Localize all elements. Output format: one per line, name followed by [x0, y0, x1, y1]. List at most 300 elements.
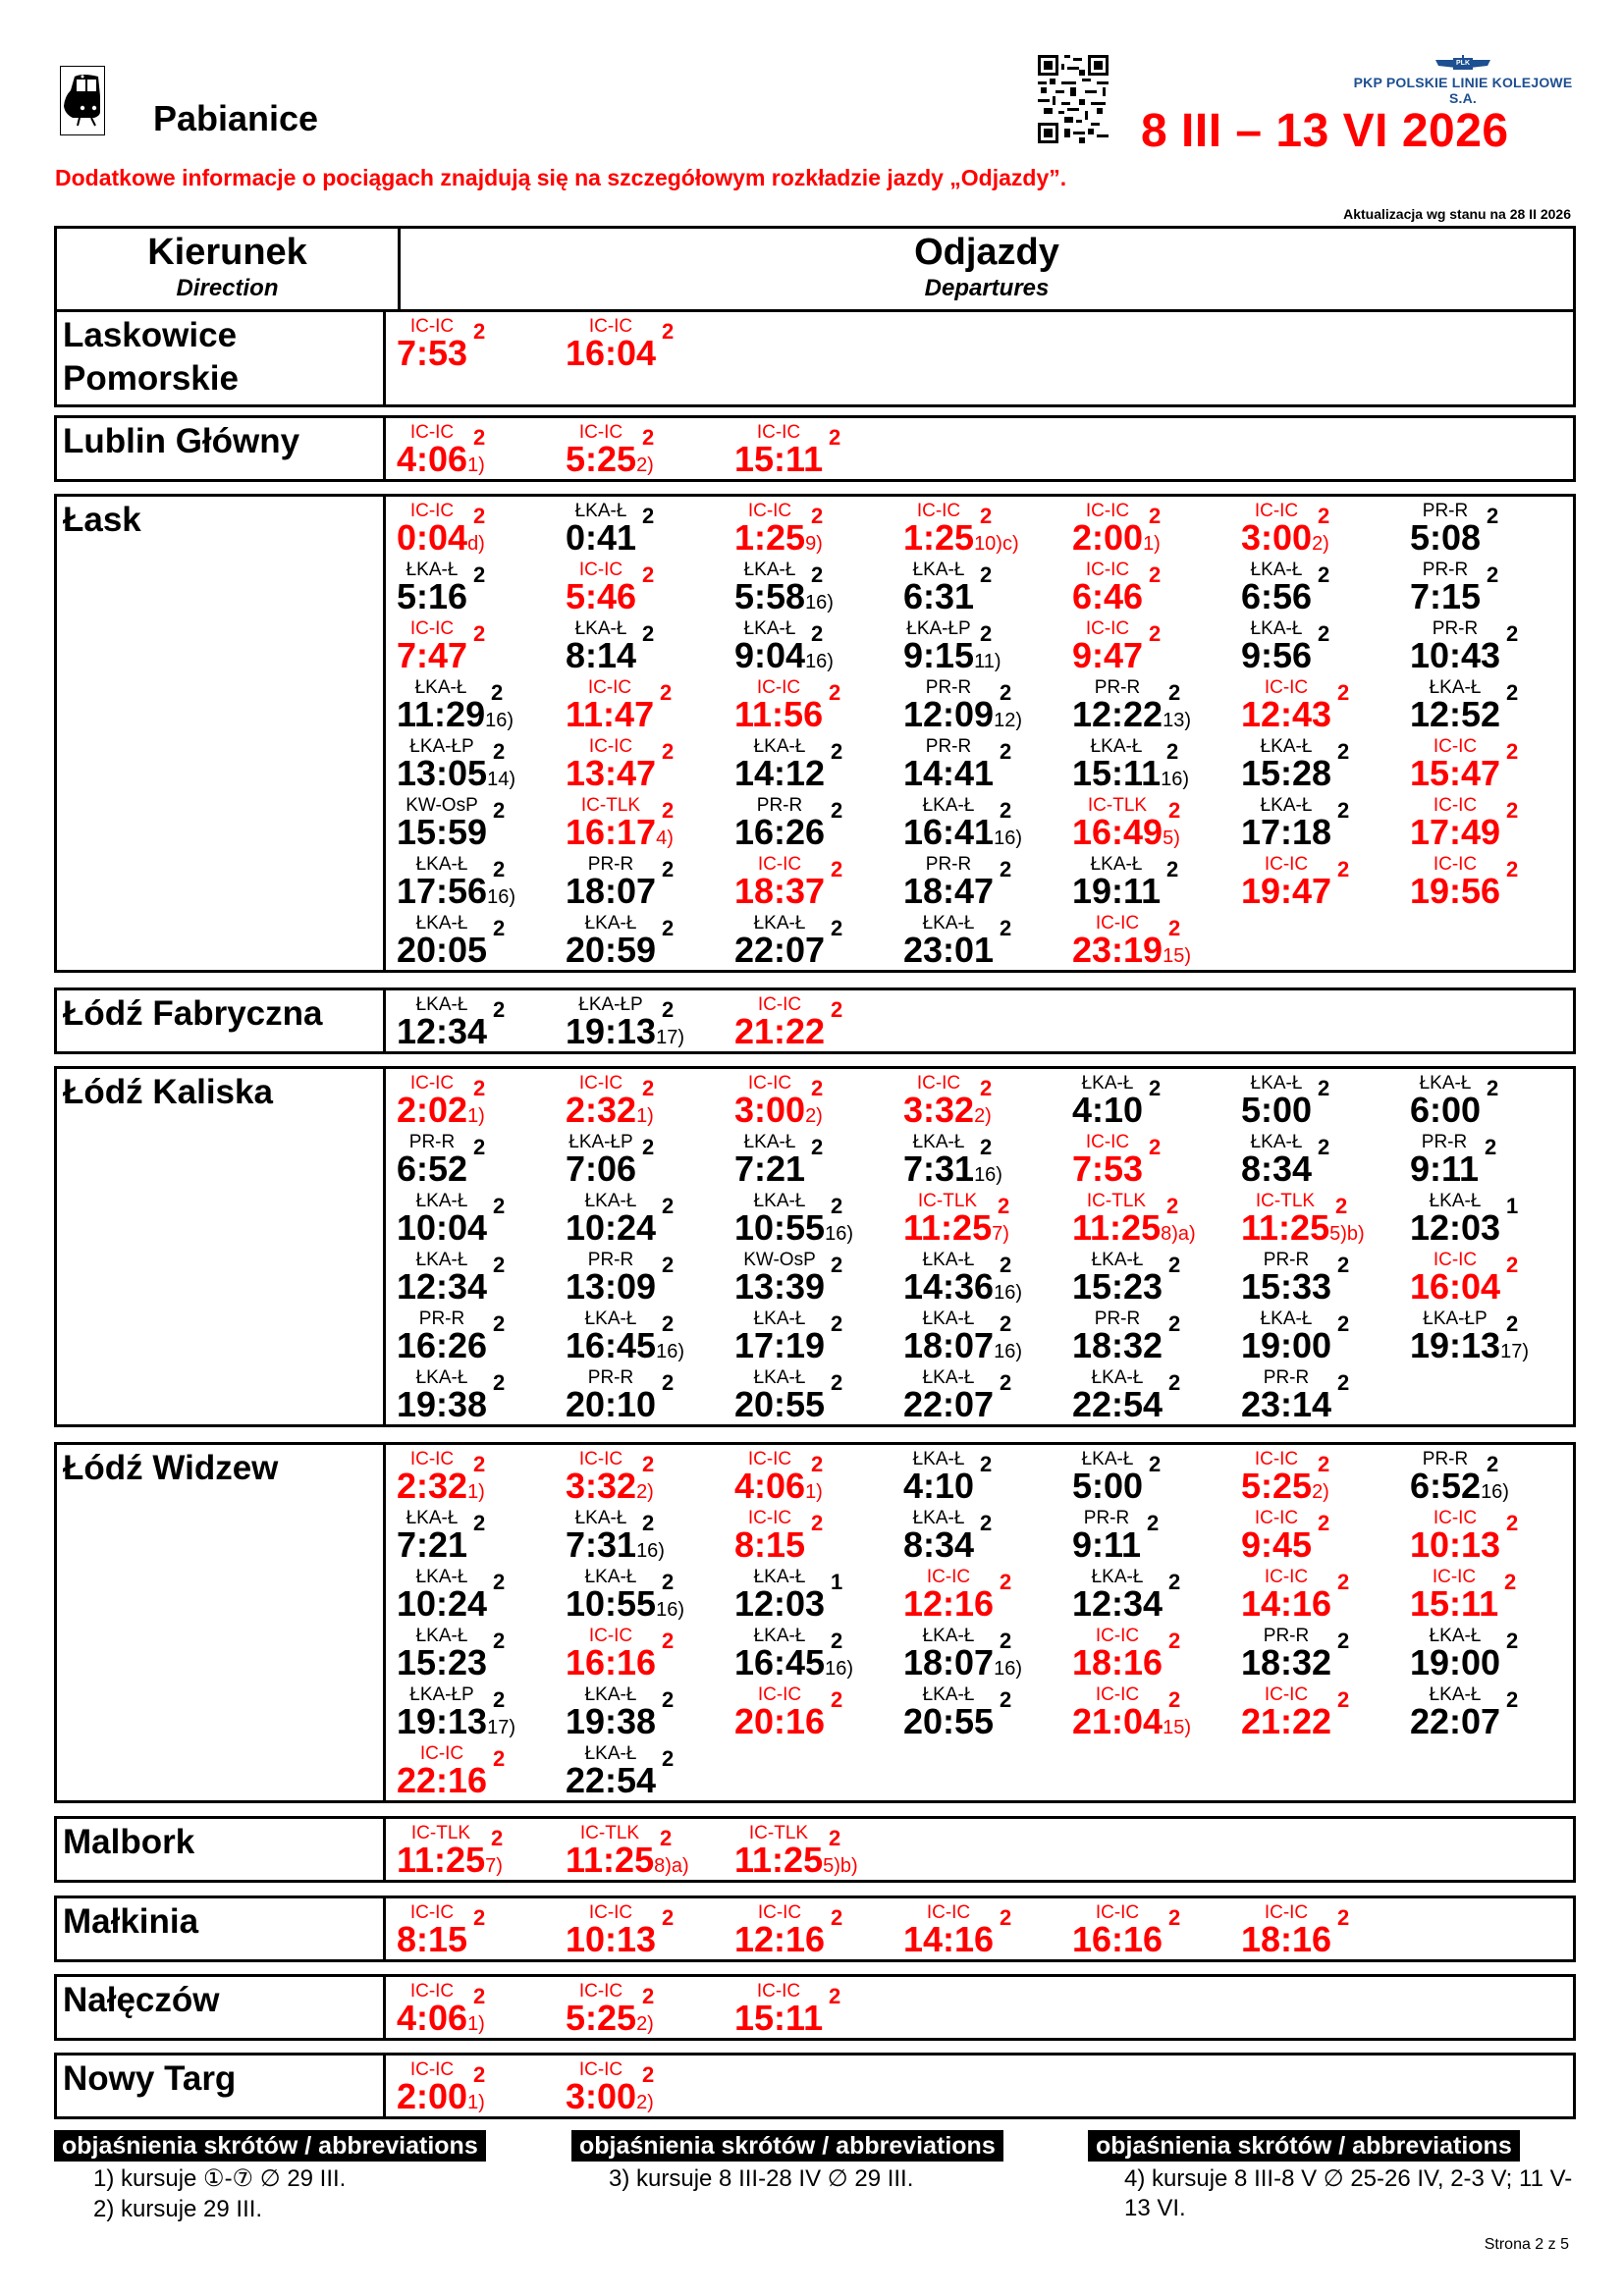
travel-class: 2 [493, 1687, 506, 1712]
departure-time: 18:47 [903, 871, 995, 911]
departure[interactable] [391, 421, 560, 480]
travel-class: 2 [1149, 504, 1162, 528]
departure[interactable] [729, 1131, 897, 1190]
departure[interactable] [1404, 1190, 1573, 1249]
departure[interactable] [1066, 500, 1235, 559]
train-category: ŁKA-Ł [1250, 1132, 1303, 1152]
train-category: ŁKA-Ł [1250, 618, 1303, 639]
departure-time-wrap [397, 519, 485, 557]
train-category: KW-OsP [406, 795, 478, 816]
travel-class: 2 [1168, 1253, 1181, 1277]
departure-time-wrap [1072, 873, 1161, 910]
departure-time-wrap [734, 1526, 805, 1564]
departure-time: 4:06 [734, 1466, 806, 1506]
departure[interactable] [897, 617, 1066, 676]
train-category: PR-R [925, 736, 972, 757]
departure[interactable] [1235, 1566, 1404, 1625]
departure-time: 7:53 [397, 333, 468, 373]
travel-class: 2 [662, 997, 675, 1022]
departure-time-wrap [397, 814, 487, 851]
departure[interactable] [1235, 1683, 1404, 1742]
departure-time: 16:16 [1072, 1919, 1163, 1959]
travel-class: 2 [1337, 1311, 1350, 1336]
departure[interactable] [560, 1683, 729, 1742]
departure-time: 10:04 [397, 1207, 488, 1248]
departure-time: 20:55 [734, 1384, 826, 1424]
departure[interactable] [391, 559, 560, 617]
departure[interactable] [729, 500, 897, 559]
departure[interactable] [729, 421, 897, 480]
departure-time-wrap [1241, 1585, 1331, 1623]
departure-time: 16:41 [903, 812, 995, 852]
departure[interactable] [897, 676, 1066, 735]
departure[interactable] [560, 500, 729, 559]
departure[interactable] [391, 794, 560, 853]
train-category: ŁKA-Ł [912, 1508, 965, 1528]
departure[interactable] [729, 794, 897, 853]
departure[interactable] [1404, 735, 1573, 794]
departure[interactable] [391, 1566, 560, 1625]
departure[interactable] [1404, 1249, 1573, 1308]
departure[interactable] [1066, 1190, 1235, 1249]
departure[interactable] [729, 1308, 897, 1366]
train-category: ŁKA-Ł [1091, 1250, 1144, 1270]
departure[interactable] [560, 1448, 729, 1507]
departure[interactable] [897, 1249, 1066, 1308]
departure[interactable] [729, 559, 897, 617]
departure[interactable] [391, 912, 560, 971]
travel-class: 2 [1168, 1311, 1181, 1336]
departure[interactable] [391, 676, 560, 735]
travel-class: 2 [1000, 916, 1012, 940]
travel-class: 2 [493, 916, 506, 940]
departure[interactable] [729, 1448, 897, 1507]
departure-time: 14:16 [1241, 1583, 1332, 1624]
departure-time-wrap [1410, 1526, 1500, 1564]
departure[interactable] [1404, 676, 1573, 735]
departure-time: 22:54 [1072, 1384, 1163, 1424]
travel-class: 2 [1166, 1194, 1179, 1218]
departures-cell [386, 1069, 1573, 1424]
departure-time: 18:32 [1241, 1642, 1332, 1682]
train-category: PR-R [1263, 1250, 1310, 1270]
departure[interactable] [729, 1072, 897, 1131]
travel-class: 2 [662, 319, 675, 344]
departure[interactable] [1404, 559, 1573, 617]
departures-header [401, 229, 1573, 309]
travel-class: 2 [662, 916, 675, 940]
departure[interactable] [1235, 853, 1404, 912]
departure[interactable] [1235, 1249, 1404, 1308]
departure[interactable] [560, 1072, 729, 1131]
departure-time: 11:25 [1241, 1207, 1330, 1248]
departure[interactable] [1066, 1249, 1235, 1308]
departure-time: 7:15 [1410, 576, 1482, 616]
departure-time-wrap [903, 1092, 992, 1129]
departure[interactable] [1404, 794, 1573, 853]
departure[interactable] [1235, 1625, 1404, 1683]
departure-time-wrap [1072, 1268, 1163, 1306]
departure-time-wrap [1410, 696, 1500, 733]
departure[interactable] [1066, 1308, 1235, 1366]
departure[interactable] [391, 1308, 560, 1366]
footnote-ref: 1) [805, 1481, 823, 1503]
departure-time: 8:34 [1241, 1148, 1313, 1189]
departure[interactable] [729, 1507, 897, 1566]
footnote-ref: 17) [1500, 1341, 1529, 1362]
departure[interactable] [1066, 1448, 1235, 1507]
departure[interactable] [1235, 1190, 1404, 1249]
departure-time-wrap [1072, 578, 1143, 615]
departure[interactable] [897, 1507, 1066, 1566]
departure[interactable] [1235, 735, 1404, 794]
train-category: PR-R [1263, 1626, 1310, 1646]
travel-class: 2 [1337, 1570, 1350, 1594]
departure[interactable] [560, 559, 729, 617]
travel-class: 1 [1506, 1194, 1519, 1218]
departure[interactable] [1235, 1366, 1404, 1425]
departure-time-wrap [1410, 519, 1481, 557]
departure-time-wrap [1410, 1703, 1500, 1740]
departure[interactable] [897, 559, 1066, 617]
departure-time-wrap [1410, 1585, 1498, 1623]
train-category: ŁKA-Ł [415, 913, 468, 934]
departure[interactable] [560, 315, 729, 374]
departure[interactable] [1404, 617, 1573, 676]
travel-class: 2 [493, 1370, 506, 1395]
travel-class: 2 [831, 1253, 843, 1277]
travel-class: 2 [1504, 1570, 1517, 1594]
departure[interactable] [1235, 1507, 1404, 1566]
travel-class: 2 [473, 621, 486, 646]
departure-time: 7:53 [1072, 1148, 1144, 1189]
departure[interactable] [897, 1308, 1066, 1366]
departure[interactable] [1066, 1566, 1235, 1625]
departure-time-wrap [1410, 755, 1500, 792]
departures-cell [386, 1445, 1573, 1800]
departure-time: 6:52 [1410, 1466, 1482, 1506]
departure[interactable] [729, 1190, 897, 1249]
departures-grid [386, 421, 1573, 480]
departure[interactable] [729, 1366, 897, 1425]
departure[interactable] [560, 1822, 729, 1881]
departure[interactable] [1404, 1625, 1573, 1683]
departure-time-wrap [734, 519, 823, 557]
departure-time: 19:38 [397, 1384, 488, 1424]
departure[interactable] [1066, 559, 1235, 617]
travel-class: 2 [642, 1984, 655, 2008]
departure[interactable] [729, 1566, 897, 1625]
departure-time: 18:07 [903, 1642, 995, 1682]
departure[interactable] [1235, 1448, 1404, 1507]
travel-class: 2 [831, 1687, 843, 1712]
departure[interactable] [560, 1507, 729, 1566]
departures-subtitle: Departures [924, 275, 1050, 301]
departure-time: 10:13 [566, 1919, 657, 1959]
departure[interactable] [560, 794, 729, 853]
travel-class: 2 [493, 739, 506, 764]
departure[interactable] [1066, 1507, 1235, 1566]
departure-time-wrap [903, 1921, 994, 1958]
departure-time-wrap [566, 1150, 636, 1188]
footnote-ref: 16) [656, 1341, 684, 1362]
departure[interactable] [729, 912, 897, 971]
qr-code-icon [1038, 54, 1109, 144]
travel-class: 2 [1168, 798, 1181, 823]
departure-time: 0:04 [397, 517, 468, 558]
departure[interactable] [391, 617, 560, 676]
travel-class: 2 [1337, 1370, 1350, 1395]
departure-time: 15:28 [1241, 753, 1332, 793]
train-category: ŁKA-Ł [1081, 1449, 1134, 1469]
travel-class: 2 [662, 1194, 675, 1218]
departure-time: 16:17 [566, 812, 657, 852]
departure[interactable] [729, 853, 897, 912]
departure[interactable] [897, 1625, 1066, 1683]
departure-time-wrap [903, 1585, 994, 1623]
departure-time-wrap [903, 814, 1022, 851]
departure[interactable] [391, 2058, 560, 2117]
departure[interactable] [729, 993, 897, 1052]
departure-time: 13:47 [566, 753, 657, 793]
departure[interactable] [391, 735, 560, 794]
footnote-ref: 16) [994, 828, 1022, 849]
departure[interactable] [560, 1308, 729, 1366]
direction-name: Malbork [57, 1819, 386, 1880]
departure[interactable] [391, 853, 560, 912]
departure[interactable] [1404, 1507, 1573, 1566]
departures-cell [386, 1819, 1573, 1880]
direction-name: Lublin Główny [57, 418, 386, 479]
departure-time-wrap [566, 1209, 656, 1247]
departure[interactable] [1066, 1901, 1235, 1960]
departure[interactable] [391, 1190, 560, 1249]
travel-class: 2 [662, 1687, 675, 1712]
departure[interactable] [897, 1366, 1066, 1425]
train-category: PR-R [756, 795, 803, 816]
departure[interactable] [1066, 1072, 1235, 1131]
departure[interactable] [1066, 794, 1235, 853]
departure-time: 17:49 [1410, 812, 1501, 852]
departure-time-wrap [734, 932, 825, 969]
departure[interactable] [560, 853, 729, 912]
footnote-ref: 17) [487, 1717, 515, 1738]
departure[interactable] [560, 1366, 729, 1425]
train-category: IC-IC [1095, 1902, 1140, 1923]
departure[interactable] [1404, 1131, 1573, 1190]
departure[interactable] [1066, 735, 1235, 794]
departure[interactable] [391, 1448, 560, 1507]
departure[interactable] [897, 500, 1066, 559]
abbreviation-text: kursuje ①-⑦ ∅ 29 III. [121, 2165, 347, 2192]
departure[interactable] [560, 2058, 729, 2117]
travel-class: 2 [491, 1826, 504, 1850]
departure[interactable] [1404, 853, 1573, 912]
info-note: Dodatkowe informacje o pociągach znajdują się na szczegółowym rozkładzie jazdy „Odjazdy”. [55, 165, 1067, 190]
travel-class: 2 [1506, 1629, 1519, 1653]
departure[interactable] [560, 1249, 729, 1308]
departure[interactable] [560, 1566, 729, 1625]
travel-class: 2 [1506, 1253, 1519, 1277]
departure-time-wrap [566, 1327, 684, 1364]
departure[interactable] [391, 315, 560, 374]
departure[interactable] [1235, 559, 1404, 617]
departure[interactable] [1235, 1901, 1404, 1960]
departure[interactable] [729, 676, 897, 735]
departure[interactable] [897, 735, 1066, 794]
departure-time: 18:16 [1072, 1642, 1163, 1682]
departure[interactable] [560, 912, 729, 971]
departure-time: 9:04 [734, 635, 806, 675]
departure[interactable] [897, 1072, 1066, 1131]
departure-time: 15:33 [1241, 1266, 1332, 1307]
departure[interactable] [729, 735, 897, 794]
departure[interactable] [1404, 1308, 1573, 1366]
departure[interactable] [1235, 1131, 1404, 1190]
departure-time: 13:09 [566, 1266, 657, 1307]
departure[interactable] [391, 1822, 560, 1881]
departure[interactable] [391, 1980, 560, 2039]
departure[interactable] [560, 676, 729, 735]
travel-class: 2 [662, 1905, 675, 1930]
departure-time: 15:11 [734, 1998, 824, 2038]
departure-time: 17:18 [1241, 812, 1332, 852]
departure[interactable] [897, 1901, 1066, 1960]
departure-time: 19:00 [1410, 1642, 1501, 1682]
departure[interactable] [560, 1625, 729, 1683]
departure-time: 7:31 [903, 1148, 975, 1189]
train-category: PR-R [1263, 1367, 1310, 1388]
departure[interactable] [1235, 1308, 1404, 1366]
departure[interactable] [560, 1901, 729, 1960]
departure-time-wrap [734, 814, 825, 851]
departure[interactable] [729, 1901, 897, 1960]
plk-wings-icon [1434, 55, 1492, 73]
travel-class: 2 [493, 997, 506, 1022]
train-category: ŁKA-Ł [574, 1508, 627, 1528]
train-category: IC-TLK [579, 1823, 640, 1843]
departure[interactable] [1235, 500, 1404, 559]
departure[interactable] [560, 421, 729, 480]
departure[interactable] [729, 1822, 897, 1881]
direction-row [54, 1442, 1576, 1803]
departure[interactable] [897, 1448, 1066, 1507]
travel-class: 2 [662, 1311, 675, 1336]
departure-time: 5:00 [1241, 1090, 1313, 1130]
departure[interactable] [1066, 853, 1235, 912]
departure[interactable] [391, 1901, 560, 1960]
departure-time-wrap [734, 873, 825, 910]
departure[interactable] [560, 735, 729, 794]
departure[interactable] [1235, 617, 1404, 676]
departure[interactable] [391, 500, 560, 559]
departure[interactable] [897, 794, 1066, 853]
departure[interactable] [1404, 1566, 1573, 1625]
travel-class: 2 [642, 1511, 655, 1535]
departure[interactable] [1235, 794, 1404, 853]
direction-row [54, 494, 1576, 973]
departure[interactable] [1404, 1448, 1573, 1507]
departure[interactable] [391, 1742, 560, 1801]
train-category: IC-IC [588, 1626, 633, 1646]
departure[interactable] [391, 1131, 560, 1190]
departure[interactable] [391, 1625, 560, 1683]
train-category: ŁKA-Ł [584, 913, 637, 934]
travel-class: 2 [980, 1135, 993, 1159]
departure[interactable] [1066, 1683, 1235, 1742]
departure[interactable] [897, 1683, 1066, 1742]
departure[interactable] [1404, 500, 1573, 559]
train-category: ŁKA-ŁP [409, 736, 474, 757]
direction-row [54, 1816, 1576, 1883]
departure[interactable] [1066, 617, 1235, 676]
train-category: ŁKA-Ł [574, 618, 627, 639]
departure-time: 11:25 [1072, 1207, 1162, 1248]
departure[interactable] [1235, 676, 1404, 735]
departure[interactable] [560, 617, 729, 676]
departure-time: 18:16 [1241, 1919, 1332, 1959]
departure[interactable] [1066, 1366, 1235, 1425]
departure-time: 5:58 [734, 576, 806, 616]
departure[interactable] [391, 1072, 560, 1131]
departures-cell [386, 1898, 1573, 1959]
departures-grid [386, 1901, 1573, 1960]
departure[interactable] [1404, 1683, 1573, 1742]
departure[interactable] [729, 1625, 897, 1683]
departure[interactable] [1404, 1072, 1573, 1131]
departure[interactable] [897, 1566, 1066, 1625]
departure[interactable] [1066, 1625, 1235, 1683]
departure[interactable] [897, 1190, 1066, 1249]
departure[interactable] [391, 1366, 560, 1425]
departure[interactable] [729, 1249, 897, 1308]
departure[interactable] [729, 1980, 897, 2039]
departure[interactable] [391, 1507, 560, 1566]
departure[interactable] [391, 1683, 560, 1742]
departure-time: 10:24 [566, 1207, 657, 1248]
departure[interactable] [560, 1980, 729, 2039]
train-category: IC-IC [1264, 1902, 1309, 1923]
train-category: IC-IC [1433, 1508, 1478, 1528]
departure[interactable] [1066, 912, 1235, 971]
departure-time: 11:25 [566, 1840, 655, 1880]
departure[interactable] [897, 1131, 1066, 1190]
departure-time: 7:47 [397, 635, 468, 675]
departure[interactable] [391, 1249, 560, 1308]
departure[interactable] [729, 617, 897, 676]
departure[interactable] [1066, 1131, 1235, 1190]
departure-time: 3:00 [1241, 517, 1313, 558]
train-category: IC-IC [1085, 1132, 1130, 1152]
travel-class: 2 [1487, 504, 1499, 528]
departure[interactable] [560, 993, 729, 1052]
departure-time: 8:14 [566, 635, 637, 675]
departure-time-wrap [1241, 1468, 1329, 1505]
departure[interactable] [897, 853, 1066, 912]
departure[interactable] [391, 993, 560, 1052]
footnote-ref: 1) [467, 1481, 485, 1503]
departure[interactable] [560, 1742, 729, 1801]
departure[interactable] [1066, 676, 1235, 735]
departure-time: 18:07 [566, 871, 657, 911]
departure[interactable] [729, 1683, 897, 1742]
departure[interactable] [897, 912, 1066, 971]
travel-class: 2 [473, 562, 486, 587]
travel-class: 2 [831, 1194, 843, 1218]
departure[interactable] [1235, 1072, 1404, 1131]
departure[interactable] [560, 1131, 729, 1190]
departure[interactable] [560, 1190, 729, 1249]
